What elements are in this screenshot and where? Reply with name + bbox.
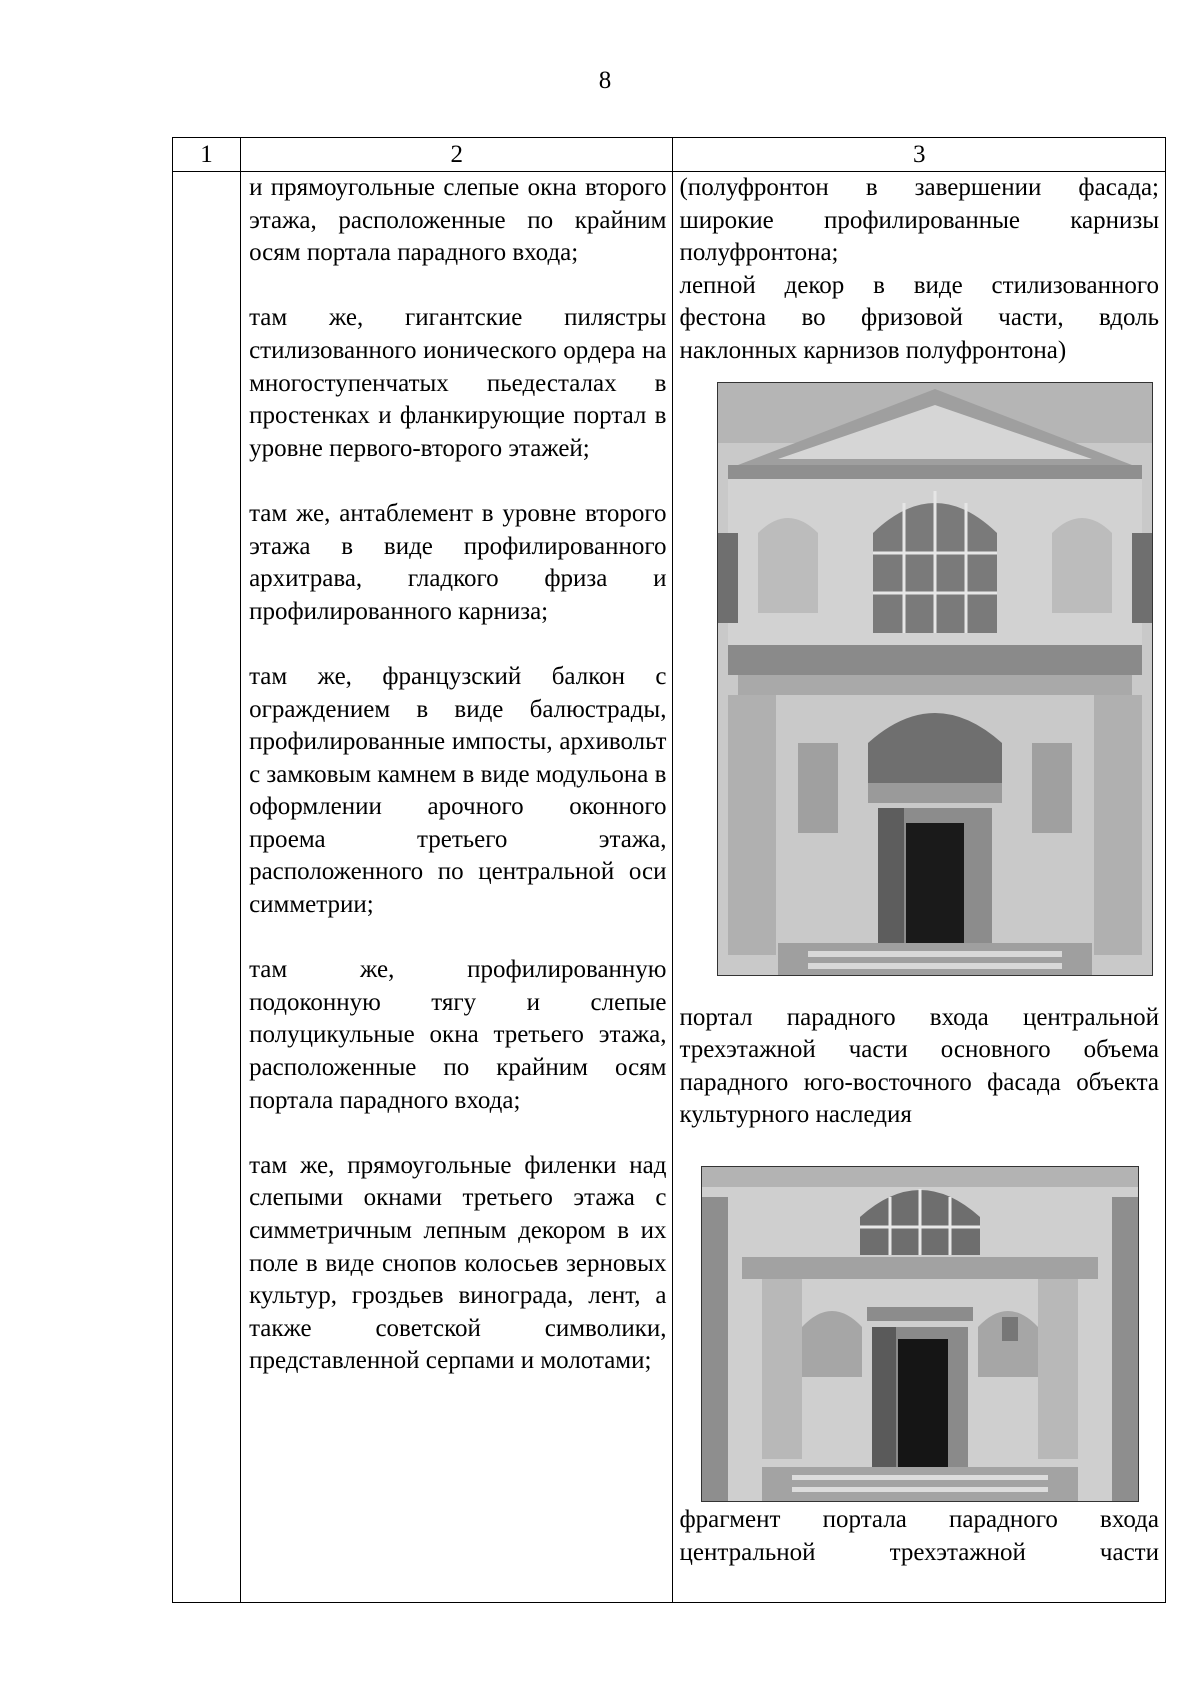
paragraph-entablature: там же, антаблемент в уровне второго этажа в виде профилированного архитрава, гладкого фриза и профилированного карниза;	[249, 499, 667, 625]
paragraph-windows-second-floor: и прямоугольные слепые окна второго этажа, расположенные по крайним осям портала парадного входа;	[249, 174, 667, 267]
top-text-1: (полуфронтон в завершении фасада;	[679, 174, 1159, 201]
photo2-caption: фрагмент портала парадного входа центральной трехэтажной части	[679, 1505, 1159, 1566]
paragraph-pilasters: там же, гигантские пилястры стилизованного ионического ордера на многоступенчатых пьедесталах в простенках и фланкирующие портал в уровне первого-второго этажей;	[249, 304, 667, 462]
photo1-caption: портал парадного входа центральной трехэтажной части основного объема парадного юго-восточного фасада объекта культурного наследия	[679, 1003, 1159, 1129]
header-col-2: 2	[241, 138, 673, 172]
paragraph-panels-decor: там же, прямоугольные филенки над слепыми окнами третьего этажа с симметричным лепным декором в их поле в виде снопов колосьев зерновых культур, гроздьев винограда, лент, а также советской символики, представленной серпами и молотами;	[249, 1151, 667, 1375]
table-row	[173, 172, 1166, 1603]
header-col-3: 3	[673, 138, 1166, 172]
header-col-1: 1	[173, 138, 241, 172]
cell-number	[173, 172, 241, 1603]
table-header-row	[173, 138, 1166, 172]
heritage-table	[172, 137, 1166, 1603]
portal-photo	[717, 382, 1153, 976]
paragraph-french-balcony: там же, французский балкон с ограждением в виде балюстрады, профилированные импосты, архивольт с замковым камнем в виде модульона в оформлении арочного оконного проема третьего этажа, расположенного по центральной оси симметрии;	[249, 662, 667, 919]
top-text-3: лепной декор в виде стилизованного фестона во фризовой части, вдоль наклонных карнизов полуфронтона)	[679, 271, 1159, 364]
top-text-2: широкие профилированные карнизы полуфронтона;	[679, 206, 1159, 267]
cell-photos	[673, 172, 1166, 1603]
page-number: 8	[598, 67, 612, 94]
portal-fragment-photo	[701, 1166, 1139, 1502]
cell-elements-description	[241, 172, 673, 1603]
paragraph-sill-band: там же, профилированную подоконную тягу и слепые полуцикульные окна третьего этажа, расположенные по крайним осям портала парадного входа;	[249, 956, 667, 1114]
